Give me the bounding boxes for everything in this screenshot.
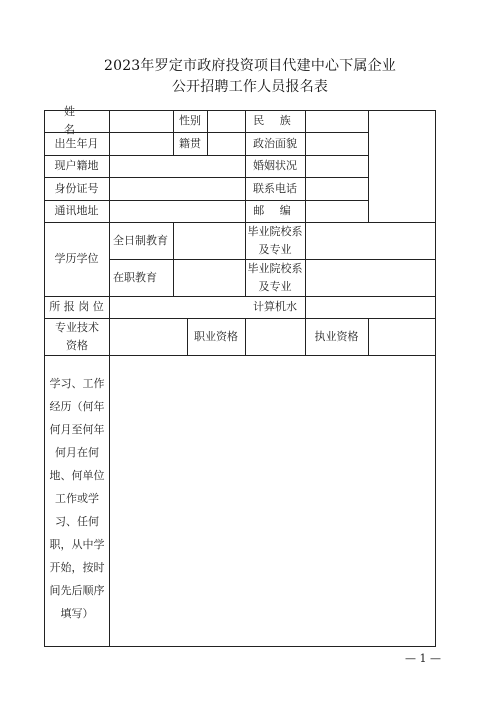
col-divider bbox=[368, 318, 369, 355]
col-divider bbox=[245, 318, 246, 355]
label-political-status: 政治面貌 bbox=[253, 136, 297, 150]
label-id-number: 身份证号 bbox=[54, 181, 99, 195]
label-applied-position: 所 报 岗 位 bbox=[49, 300, 104, 313]
label-graduate-school-2: 毕业院校系及专业 bbox=[247, 261, 303, 293]
label-residence: 现户籍地 bbox=[54, 159, 99, 172]
form-title-line2: 公开招聘工作人员报名表 bbox=[171, 79, 329, 95]
label-ethnicity: 民 族 bbox=[253, 114, 297, 127]
label-native-place: 籍贯 bbox=[179, 136, 201, 150]
label-on-job-education: 在职教育 bbox=[113, 270, 157, 284]
photo-box-border bbox=[368, 110, 369, 222]
row-divider bbox=[44, 355, 436, 356]
label-gender: 性别 bbox=[179, 114, 201, 127]
label-computer-level: 计算机水 bbox=[253, 300, 297, 313]
col-divider bbox=[207, 110, 208, 155]
col-divider bbox=[109, 110, 110, 647]
label-name: 姓 名 bbox=[64, 105, 89, 136]
col-divider bbox=[305, 296, 306, 318]
label-address: 通讯地址 bbox=[54, 204, 99, 217]
label-birth-date: 出生年月 bbox=[54, 136, 99, 150]
label-phone: 联系电话 bbox=[253, 181, 297, 195]
col-divider bbox=[173, 222, 174, 296]
label-full-time-education: 全日制教育 bbox=[113, 233, 168, 247]
table-border-bottom bbox=[44, 646, 436, 647]
label-work-history: 学习、工作经历（何年何月至何年何月在何地、何单位工作或学习、任何职，从中学开始，按时间先后顺序填写） bbox=[49, 377, 105, 620]
col-divider bbox=[305, 222, 306, 296]
col-divider bbox=[305, 110, 306, 222]
label-technical-title: 专业技术资格 bbox=[55, 320, 99, 352]
label-postcode: 邮 编 bbox=[253, 204, 297, 217]
label-marital-status: 婚姻状况 bbox=[253, 159, 297, 172]
label-graduate-school-1: 毕业院校系及专业 bbox=[247, 224, 303, 256]
label-practice-qualification: 执业资格 bbox=[314, 329, 359, 343]
label-education: 学历学位 bbox=[54, 252, 99, 265]
label-job-qualification: 职业资格 bbox=[194, 329, 238, 343]
form-title-line1: 2023年罗定市政府投资项目代建中心下属企业 bbox=[103, 58, 397, 74]
table-border-right bbox=[435, 110, 436, 647]
page-number: — 1 — bbox=[405, 652, 441, 665]
